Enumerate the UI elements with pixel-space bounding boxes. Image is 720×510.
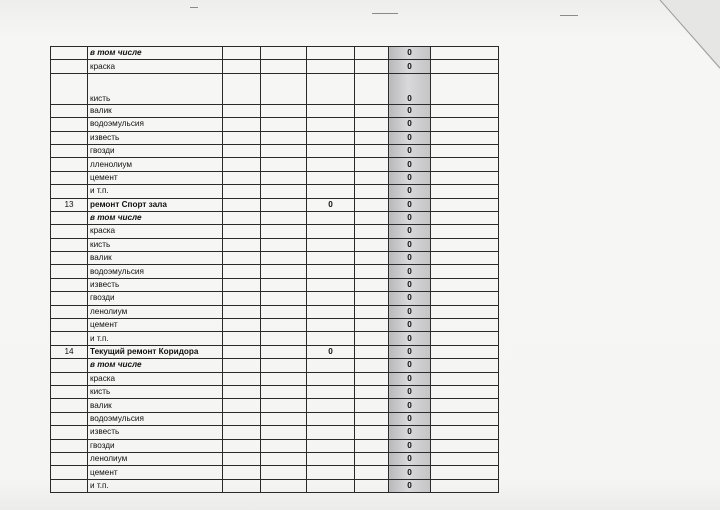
row-number	[51, 466, 88, 479]
table-row	[51, 412, 499, 425]
total-value	[307, 118, 355, 131]
item-name: водоэмульсия	[88, 412, 223, 425]
empty-cell	[355, 372, 389, 385]
empty-cell	[355, 47, 389, 60]
shaded-total: 0	[389, 319, 431, 332]
empty-cell	[355, 73, 389, 104]
shaded-total: 0	[389, 185, 431, 198]
item-name: ленолиум	[88, 452, 223, 465]
empty-cell	[223, 412, 261, 425]
row-number	[51, 479, 88, 492]
row-number	[51, 278, 88, 291]
shaded-total: 0	[389, 399, 431, 412]
item-name: известь	[88, 278, 223, 291]
item-name: кисть	[88, 73, 223, 104]
shaded-total: 0	[389, 131, 431, 144]
shaded-total: 0	[389, 60, 431, 73]
shaded-total: 0	[389, 252, 431, 265]
empty-cell	[355, 466, 389, 479]
total-value	[307, 479, 355, 492]
table-row	[51, 399, 499, 412]
total-value	[307, 185, 355, 198]
total-value	[307, 171, 355, 184]
table-row	[51, 198, 499, 211]
row-number	[51, 252, 88, 265]
empty-cell	[261, 345, 307, 358]
empty-cell	[431, 359, 499, 372]
shaded-total: 0	[389, 104, 431, 117]
table-row	[51, 131, 499, 144]
empty-cell	[355, 252, 389, 265]
row-number	[51, 158, 88, 171]
empty-cell	[261, 385, 307, 398]
empty-cell	[355, 211, 389, 224]
total-value	[307, 73, 355, 104]
total-value	[307, 305, 355, 318]
empty-cell	[355, 104, 389, 117]
table-row	[51, 278, 499, 291]
empty-cell	[261, 238, 307, 251]
total-value	[307, 452, 355, 465]
shaded-total: 0	[389, 171, 431, 184]
total-value	[307, 412, 355, 425]
empty-cell	[223, 118, 261, 131]
item-name: в том числе	[88, 359, 223, 372]
item-name: и т.п.	[88, 185, 223, 198]
table-row	[51, 345, 499, 358]
empty-cell	[355, 185, 389, 198]
total-value	[307, 238, 355, 251]
scan-mark	[560, 15, 578, 16]
row-number	[51, 359, 88, 372]
empty-cell	[223, 185, 261, 198]
empty-cell	[223, 385, 261, 398]
shaded-total: 0	[389, 265, 431, 278]
empty-cell	[431, 345, 499, 358]
total-value	[307, 385, 355, 398]
empty-cell	[261, 198, 307, 211]
empty-cell	[223, 305, 261, 318]
total-value	[307, 47, 355, 60]
empty-cell	[261, 104, 307, 117]
empty-cell	[223, 466, 261, 479]
empty-cell	[223, 131, 261, 144]
item-name: цемент	[88, 319, 223, 332]
item-name: краска	[88, 60, 223, 73]
empty-cell	[355, 292, 389, 305]
empty-cell	[223, 104, 261, 117]
total-value	[307, 265, 355, 278]
empty-cell	[223, 47, 261, 60]
row-number: 13	[51, 198, 88, 211]
empty-cell	[431, 131, 499, 144]
row-number	[51, 319, 88, 332]
row-number	[51, 238, 88, 251]
empty-cell	[223, 198, 261, 211]
empty-cell	[261, 399, 307, 412]
item-name: кисть	[88, 385, 223, 398]
total-value	[307, 332, 355, 345]
empty-cell	[261, 171, 307, 184]
empty-cell	[223, 144, 261, 157]
row-number	[51, 292, 88, 305]
item-name: Текущий ремонт Коридора	[88, 345, 223, 358]
total-value	[307, 225, 355, 238]
empty-cell	[223, 332, 261, 345]
empty-cell	[261, 372, 307, 385]
scan-mark	[372, 13, 398, 14]
empty-cell	[261, 131, 307, 144]
empty-cell	[261, 211, 307, 224]
empty-cell	[431, 452, 499, 465]
empty-cell	[355, 225, 389, 238]
row-number	[51, 73, 88, 104]
item-name: в том числе	[88, 47, 223, 60]
table-row	[51, 265, 499, 278]
empty-cell	[355, 118, 389, 131]
row-number	[51, 399, 88, 412]
empty-cell	[355, 399, 389, 412]
empty-cell	[261, 118, 307, 131]
empty-cell	[261, 479, 307, 492]
empty-cell	[223, 479, 261, 492]
empty-cell	[261, 305, 307, 318]
empty-cell	[431, 47, 499, 60]
item-name: водоэмульсия	[88, 118, 223, 131]
empty-cell	[431, 385, 499, 398]
total-value	[307, 466, 355, 479]
row-number	[51, 412, 88, 425]
empty-cell	[431, 60, 499, 73]
empty-cell	[355, 359, 389, 372]
table-row	[51, 60, 499, 73]
empty-cell	[355, 60, 389, 73]
empty-cell	[431, 225, 499, 238]
empty-cell	[355, 278, 389, 291]
shaded-total: 0	[389, 198, 431, 211]
empty-cell	[261, 185, 307, 198]
empty-cell	[223, 452, 261, 465]
empty-cell	[355, 426, 389, 439]
empty-cell	[431, 118, 499, 131]
item-name: ленолиум	[88, 305, 223, 318]
empty-cell	[355, 305, 389, 318]
table-row	[51, 171, 499, 184]
row-number	[51, 144, 88, 157]
item-name: гвозди	[88, 292, 223, 305]
table-row	[51, 225, 499, 238]
shaded-total: 0	[389, 466, 431, 479]
row-number	[51, 118, 88, 131]
shaded-total: 0	[389, 225, 431, 238]
shaded-total: 0	[389, 359, 431, 372]
empty-cell	[261, 278, 307, 291]
page-corner-fold	[640, 0, 720, 80]
shaded-total: 0	[389, 426, 431, 439]
empty-cell	[355, 319, 389, 332]
empty-cell	[431, 238, 499, 251]
table-row	[51, 211, 499, 224]
row-number	[51, 104, 88, 117]
table-row	[51, 305, 499, 318]
empty-cell	[223, 345, 261, 358]
shaded-total: 0	[389, 305, 431, 318]
empty-cell	[223, 426, 261, 439]
total-value	[307, 278, 355, 291]
item-name: краска	[88, 372, 223, 385]
empty-cell	[355, 412, 389, 425]
shaded-total: 0	[389, 158, 431, 171]
shaded-total: 0	[389, 238, 431, 251]
empty-cell	[223, 399, 261, 412]
empty-cell	[223, 73, 261, 104]
shaded-total: 0	[389, 345, 431, 358]
table-row	[51, 372, 499, 385]
shaded-total: 0	[389, 452, 431, 465]
row-number	[51, 265, 88, 278]
table-row	[51, 426, 499, 439]
total-value	[307, 426, 355, 439]
empty-cell	[431, 171, 499, 184]
item-name: в том числе	[88, 211, 223, 224]
item-name: и т.п.	[88, 479, 223, 492]
shaded-total: 0	[389, 332, 431, 345]
row-number	[51, 439, 88, 452]
empty-cell	[261, 332, 307, 345]
shaded-total: 0	[389, 144, 431, 157]
item-name: известь	[88, 426, 223, 439]
table-row	[51, 292, 499, 305]
empty-cell	[431, 158, 499, 171]
empty-cell	[431, 332, 499, 345]
empty-cell	[223, 278, 261, 291]
row-number	[51, 47, 88, 60]
total-value	[307, 439, 355, 452]
empty-cell	[261, 319, 307, 332]
empty-cell	[261, 452, 307, 465]
table-row	[51, 104, 499, 117]
row-number	[51, 185, 88, 198]
row-number	[51, 305, 88, 318]
shaded-total: 0	[389, 47, 431, 60]
item-name: ремонт Спорт зала	[88, 198, 223, 211]
table-row	[51, 252, 499, 265]
shaded-total: 0	[389, 73, 431, 104]
empty-cell	[261, 144, 307, 157]
empty-cell	[431, 426, 499, 439]
empty-cell	[431, 265, 499, 278]
empty-cell	[431, 252, 499, 265]
table-row	[51, 479, 499, 492]
empty-cell	[431, 479, 499, 492]
total-value: 0	[307, 198, 355, 211]
item-name: валик	[88, 399, 223, 412]
total-value	[307, 131, 355, 144]
row-number	[51, 385, 88, 398]
empty-cell	[261, 60, 307, 73]
table-row	[51, 319, 499, 332]
table-row	[51, 439, 499, 452]
empty-cell	[261, 158, 307, 171]
empty-cell	[261, 292, 307, 305]
empty-cell	[355, 198, 389, 211]
empty-cell	[223, 265, 261, 278]
shaded-total: 0	[389, 385, 431, 398]
empty-cell	[431, 439, 499, 452]
empty-cell	[261, 252, 307, 265]
table-row	[51, 73, 499, 104]
shaded-total: 0	[389, 278, 431, 291]
item-name: цемент	[88, 466, 223, 479]
empty-cell	[355, 332, 389, 345]
row-number	[51, 60, 88, 73]
budget-table-wrapper	[50, 46, 498, 493]
total-value: 0	[307, 345, 355, 358]
empty-cell	[223, 319, 261, 332]
empty-cell	[223, 439, 261, 452]
item-name: гвозди	[88, 439, 223, 452]
row-number	[51, 452, 88, 465]
empty-cell	[261, 225, 307, 238]
empty-cell	[431, 292, 499, 305]
table-row	[51, 158, 499, 171]
empty-cell	[261, 439, 307, 452]
item-name: краска	[88, 225, 223, 238]
empty-cell	[223, 238, 261, 251]
table-row	[51, 118, 499, 131]
shaded-total: 0	[389, 479, 431, 492]
empty-cell	[223, 292, 261, 305]
empty-cell	[431, 372, 499, 385]
empty-cell	[261, 359, 307, 372]
empty-cell	[223, 252, 261, 265]
empty-cell	[261, 73, 307, 104]
empty-cell	[431, 305, 499, 318]
total-value	[307, 104, 355, 117]
item-name: валик	[88, 252, 223, 265]
row-number	[51, 372, 88, 385]
table-row	[51, 238, 499, 251]
empty-cell	[355, 171, 389, 184]
empty-cell	[431, 278, 499, 291]
empty-cell	[261, 47, 307, 60]
item-name: известь	[88, 131, 223, 144]
empty-cell	[223, 372, 261, 385]
item-name: водоэмульсия	[88, 265, 223, 278]
item-name: лленолиум	[88, 158, 223, 171]
empty-cell	[261, 426, 307, 439]
table-row	[51, 466, 499, 479]
empty-cell	[431, 185, 499, 198]
row-number	[51, 426, 88, 439]
empty-cell	[431, 211, 499, 224]
scan-mark	[190, 7, 198, 8]
empty-cell	[355, 479, 389, 492]
total-value	[307, 211, 355, 224]
item-name: и т.п.	[88, 332, 223, 345]
empty-cell	[223, 211, 261, 224]
table-row	[51, 385, 499, 398]
total-value	[307, 60, 355, 73]
empty-cell	[223, 225, 261, 238]
empty-cell	[261, 265, 307, 278]
empty-cell	[223, 171, 261, 184]
item-name: валик	[88, 104, 223, 117]
item-name: цемент	[88, 171, 223, 184]
empty-cell	[355, 439, 389, 452]
empty-cell	[355, 345, 389, 358]
total-value	[307, 319, 355, 332]
shaded-total: 0	[389, 439, 431, 452]
empty-cell	[431, 319, 499, 332]
row-number	[51, 131, 88, 144]
item-name: гвозди	[88, 144, 223, 157]
row-number	[51, 211, 88, 224]
total-value	[307, 359, 355, 372]
row-number	[51, 171, 88, 184]
empty-cell	[355, 385, 389, 398]
row-number: 14	[51, 345, 88, 358]
table-row	[51, 359, 499, 372]
row-number	[51, 225, 88, 238]
empty-cell	[355, 452, 389, 465]
total-value	[307, 292, 355, 305]
empty-cell	[431, 144, 499, 157]
empty-cell	[223, 158, 261, 171]
empty-cell	[431, 73, 499, 104]
shaded-total: 0	[389, 292, 431, 305]
empty-cell	[261, 466, 307, 479]
empty-cell	[431, 104, 499, 117]
row-number	[51, 332, 88, 345]
shaded-total: 0	[389, 372, 431, 385]
budget-table	[50, 46, 499, 493]
shaded-total: 0	[389, 412, 431, 425]
table-row	[51, 332, 499, 345]
total-value	[307, 372, 355, 385]
empty-cell	[431, 198, 499, 211]
total-value	[307, 252, 355, 265]
item-name: кисть	[88, 238, 223, 251]
total-value	[307, 399, 355, 412]
total-value	[307, 144, 355, 157]
shaded-total: 0	[389, 211, 431, 224]
empty-cell	[223, 60, 261, 73]
empty-cell	[431, 399, 499, 412]
empty-cell	[355, 265, 389, 278]
empty-cell	[223, 359, 261, 372]
shaded-total: 0	[389, 118, 431, 131]
table-row	[51, 452, 499, 465]
table-row	[51, 47, 499, 60]
empty-cell	[355, 144, 389, 157]
empty-cell	[261, 412, 307, 425]
empty-cell	[431, 466, 499, 479]
empty-cell	[355, 131, 389, 144]
empty-cell	[355, 238, 389, 251]
total-value	[307, 158, 355, 171]
table-row	[51, 185, 499, 198]
table-row	[51, 144, 499, 157]
empty-cell	[355, 158, 389, 171]
empty-cell	[431, 412, 499, 425]
